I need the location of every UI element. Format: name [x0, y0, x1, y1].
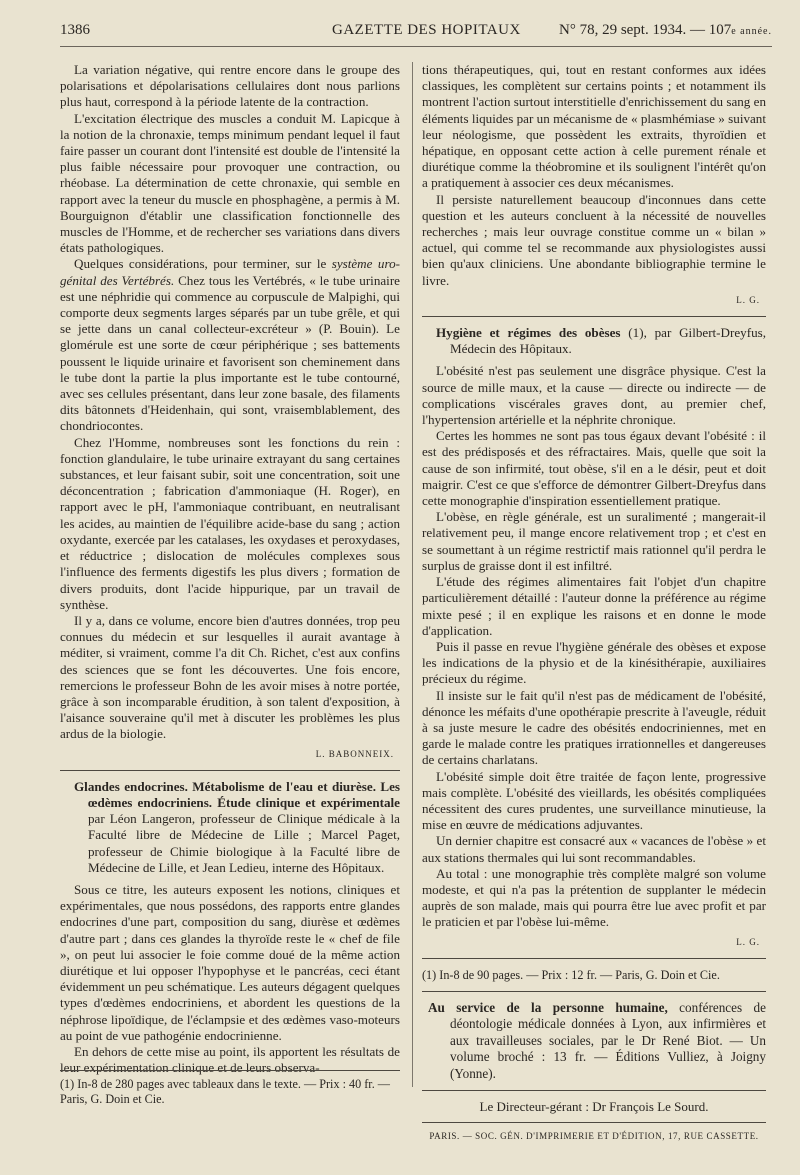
footnote: (1) In-8 de 90 pages. — Prix : 12 fr. — Paris, G. Doin et Cie. — [422, 967, 720, 982]
announcement-title: Au service de la personne humaine, — [428, 999, 668, 1015]
review-authors: (1), par Gilbert-Dreyfus, Médecin des Hôpitaux. — [450, 325, 766, 357]
paragraph: L'étude des régimes alimentaires fait l'objet d'un chapitre particulièrement détaillé : l'auteur donne la préférence au régime mixte pesé ; il en explique les raisons et en donne le mode d'application. — [422, 574, 766, 638]
divider — [422, 316, 766, 317]
text-run: Quelques considérations, pour terminer, sur le — [74, 256, 332, 272]
review-heading — [436, 325, 766, 357]
divider — [422, 1090, 766, 1091]
director-line: Le Directeur-gérant : Dr François Le Sourd. — [479, 1099, 709, 1115]
review-heading — [74, 779, 400, 876]
paragraph: En dehors de cette mise au point, ils apportent les résultats de leur expérimentation clinique et de leurs observa- — [60, 1043, 400, 1076]
column-divider — [412, 62, 413, 1087]
review-authors: par Léon Langeron, professeur de Clinique médicale à la Faculté libre de Médecine de Lille ; Marcel Paget, professeur de Chimie biologique à la Faculté libre de Médecine de Lille, et Jean Ledieu, interne des Hôpitaux. — [88, 811, 400, 875]
issue-date: N° 78, 29 sept. 1934. — 107 — [558, 22, 732, 38]
paragraph: Chez l'Homme, nombreuses sont les fonctions du rein : fonction glandulaire, le tube urinaire extrayant du sang certaines substances, et leur faisant subir, soit une concentration, soit une déconcentration ; fabrication d'ammoniaque (H. Roger), en rapport avec le pH, l'ammoniaque contribuant, en neutralisant les acides, au maintien de l'équilibre acide-base du sang ; action oxydante, exercée par les catalases, les oxydases et peroxydases, et réductrice ; dislocation de molécules complexes sous l'influence des ferments digestifs les plus divers ; formation de divers produits, dont l'acide hippurique, par un travail de synthèse. — [60, 434, 400, 612]
paragraph — [60, 256, 400, 434]
paragraph: Certes les hommes ne sont pas tous égaux devant l'obésité : il est des prédisposés et des réfractaires. Mais, quelle que soit la cause de son infirmité, tout obèse, s'il en a le désir, peut et doit maigrir. C'est ce que s'efforce de démontrer Gilbert-Dreyfus dans cette monographie d'inspiration essentiellement pratique. — [422, 428, 766, 509]
paragraph: Il insiste sur le fait qu'il n'est pas de médicament de l'obésité, dénonce les méfaits d'une opothérapie prescrite à l'aveugle, réduit à sa juste mesure le cadre des obésités endocriniennes, met en garde le malade contre les pratiques irrationnelles et dangereuses de certains charlatans. — [422, 687, 766, 768]
paragraph: L'obésité simple doit être traitée de façon lente, progressive mais complète. L'obésité des vieillards, les obésités compliquées nécessitent des cures prudentes, une surveillance minutieuse, la mise en œuvre de médications adjuvantes. — [422, 768, 766, 833]
right-column — [422, 62, 766, 1144]
paragraph: Il y a, dans ce volume, encore bien d'autres données, trop peu connues du médecin et sur lesquelles il aurait avantage à méditer, si vraiment, comme l'a dit Ch. Richet, c'est aux confins des sciences que se font les découvertes. Une fois encore, remercions le professeur Bohn de les avoir mises à notre portée, grâce à son incomparable érudition, à son talent d'exposition, à l'aisance souveraine qu'il met à discuter les problèmes les plus ardus de la biologie. — [60, 612, 400, 742]
page-header — [60, 22, 772, 47]
announcement-text: conférences de déontologie médicale données à Lyon, aux infirmières et aux travailleuses sociales, par le Dr René Biot. — Un volume broché : 13 fr. — Éditions Vulliez, à Joigny (Yonne). — [450, 999, 766, 1081]
printer-line: PARIS. — SOC. GÉN. D'IMPRIMERIE ET D'ÉDITION, 17, RUE CASSETTE. — [422, 1122, 766, 1144]
paragraph: Un dernier chapitre est consacré aux « vacances de l'obèse » et aux stations thermales qui lui sont recommandables. — [422, 833, 766, 865]
review-title: Glandes endocrines. Métabolisme de l'eau et diurèse. Les œdèmes endocriniens. Étude clinique et expérimentale — [74, 778, 400, 810]
paragraph: La variation négative, qui rentre encore dans le groupe des polarisations et dépolarisations cellulaires dont nous parlions plus haut, correspond à la période latente de la contraction. — [60, 62, 400, 110]
text-run: Chez tous les Vertébrés, « le tube urinaire est une néphridie qui commence au corpuscule de Malpighi, qui comporte deux segments larges séparés par un tube grêle, et qui se jette dans un canal collecteur-excréteur » (P. Bouin). Le glomérule est une sorte de cœur périphérique ; ses battements poussent le liquide urinaire et favorisent son cheminement dans le tube dont la partie la plus importante est le tube contourné, avec ses cellules présentant, dans leur zone basale, des filaments dits bâtonnets d'Heidenhain, qui sont, vraisemblablement, des chondriocontes. — [60, 272, 400, 434]
divider — [422, 958, 766, 959]
divider — [422, 991, 766, 992]
footnote: (1) In-8 de 280 pages avec tableaux dans le texte. — Prix : 40 fr. — Paris, G. Doin et Cie. — [60, 1070, 400, 1107]
signature: L. G. — [736, 294, 760, 305]
paragraph: Au total : une monographie très complète malgré son volume modeste, et qui n'a pas la prétention de supplanter le médecin auprès de son malade, mais qui pourra être lue avec profit et par le praticien et par l'obèse lui-même. — [422, 865, 766, 930]
page-number: 1386 — [60, 22, 90, 38]
issue-info — [559, 22, 772, 39]
paragraph: L'obésité n'est pas seulement une disgrâce physique. C'est la source de mille maux, et la cause — directe ou indirecte — de complications viscérales graves dont, au premier chef, l'hypertension artérielle et la néphrite chronique. — [422, 363, 766, 428]
paragraph: L'excitation électrique des muscles a conduit M. Lapicque à la notion de la chronaxie, temps minimum pendant lequel il faut faire passer un courant dont l'intensité est double de l'intensité la plus faible nécessaire pour provoquer une contraction, ou rhéobase. La détermination de cette chronaxie, qui semble en rapport avec la teneur du muscle en phosphagène, a permis à M. Bourguignon d'établir une classification fonctionnelle des muscles de l'Homme, et de rechercher ses variations dans divers états pathologiques. — [60, 110, 400, 256]
paragraph: Sous ce titre, les auteurs exposent les notions, cliniques et expérimentales, que nous possédons, des rapports entre glandes endocrines d'une part, composition du sang, diurèse et œdèmes d'autre part ; dans ces glandes la thyroïde reste le « chef de file », on peut lui associer le foie comme doué de la même action diurétique et lui opposer l'hypophyse et le pancréas, ceci étant évidemment un peu schématique. Les auteurs dégagent quelques types d'œdèmes endocriniens, et abordent les questions de la néphrose lipoïdique, de l'éclampsie et des œdèmes vaso-moteurs au point de vue pathogénie endocrinienne. — [60, 881, 400, 1043]
paragraph: L'obèse, en règle générale, est un suralimenté ; mangerait-il relativement peu, il mange encore relativement trop ; et c'est en se soumettant à un régime restrictif mais rationnel qu'il perdra le surplus de graisse dont il est infiltré. — [422, 509, 766, 573]
signature: L. BABONNEIX. — [315, 748, 394, 759]
italic-term: système uro-génital des Vertébrés. — [60, 256, 400, 288]
divider — [60, 770, 400, 771]
announcement — [428, 1000, 766, 1083]
issue-year-suffix: e année. — [731, 26, 772, 37]
review-title: Hygiène et régimes des obèses — [436, 325, 621, 341]
journal-title: GAZETTE DES HOPITAUX — [332, 22, 521, 38]
paragraph: tions thérapeutiques, qui, tout en restant conformes aux idées classiques, les complètent sur certains points ; et notamment ils montrent l'action surtout interstitielle d'enrichissement du sang en éléments liquides par un mécanisme de « plasmhémiase » suivant leur néologisme, que possèdent les extraits, thyroïdien et hépatique, en opposant cette action à celle purement rénale et diurétique comme la théobromine et ils soulignent l'intérêt qu'on a pratiquement à associer ces deux mécanismes. — [422, 62, 766, 191]
signature: L. G. — [736, 936, 760, 947]
paragraph: Il persiste naturellement beaucoup d'inconnues dans cette question et les auteurs concluent à la nécessité de nouvelles recherches ; mais leur ouvrage constitue comme un « bilan » actuel, qui comme tel se recommande aux physiologistes aussi bien qu'aux cliniciens. Une abondante bibliographie termine le livre. — [422, 191, 766, 288]
paragraph: Puis il passe en revue l'hygiène générale des obèses et expose les indications de la physio et de la kinésithérapie, auxiliaires précieux du régime. — [422, 638, 766, 687]
left-column — [60, 62, 400, 1076]
